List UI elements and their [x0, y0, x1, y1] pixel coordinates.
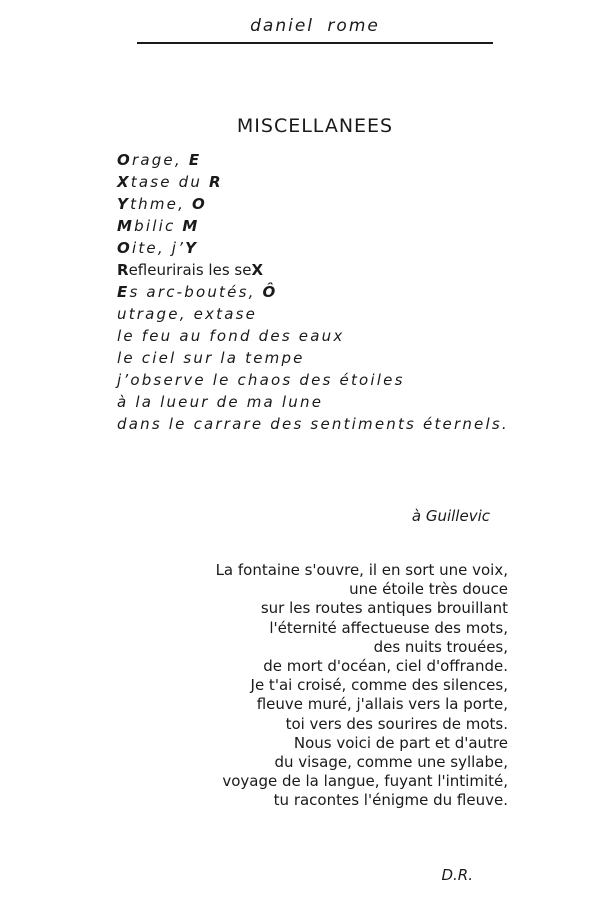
acrostic-poem [117, 149, 509, 435]
acrostic-final-letter: Y [185, 239, 199, 257]
poem-line: fleuve muré, j'allais vers la porte, [256, 695, 508, 714]
page-title: MISCELLANEES [236, 114, 394, 137]
acrostic-initial-letter: O [117, 239, 132, 257]
acrostic-line-text: le feu au fond des eaux [117, 327, 345, 345]
poem-line: tu racontes l'énigme du fleuve. [273, 791, 508, 810]
header-rule [137, 42, 493, 44]
poem-line: du visage, comme une syllabe, [274, 752, 508, 771]
acrostic-initial-letter: E [117, 283, 130, 301]
acrostic-line [117, 215, 509, 237]
acrostic-line [117, 303, 509, 325]
acrostic-line-text: tase du [130, 173, 210, 191]
poem-line: La fontaine s'ouvre, il en sort une voix, [215, 561, 508, 579]
acrostic-line [117, 391, 509, 413]
acrostic-initial-letter: M [117, 217, 135, 235]
acrostic-line [117, 413, 509, 435]
poem-line: des nuits trouées, [373, 637, 508, 656]
acrostic-line-text: dans le carrare des sentiments éternels. [117, 415, 509, 433]
free-verse-poem [216, 561, 508, 810]
acrostic-line [117, 149, 509, 171]
acrostic-initial-letter: X [117, 173, 131, 191]
acrostic-line-text: j’observe le chaos des étoiles [117, 371, 405, 389]
poem-line: de mort d'océan, ciel d'offrande. [263, 656, 508, 675]
acrostic-final-letter: Ô [262, 283, 278, 301]
acrostic-initial-letter: Y [117, 195, 131, 213]
acrostic-line-text: rage, [131, 151, 189, 169]
acrostic-line [117, 237, 509, 259]
acrostic-line [117, 325, 509, 347]
acrostic-line [117, 369, 509, 391]
acrostic-line-text: utrage, extase [117, 305, 258, 323]
acrostic-line-text: bilic [134, 217, 183, 235]
acrostic-line-text: le ciel sur la tempe [117, 349, 305, 367]
acrostic-line-text: ite, j’ [131, 239, 186, 257]
acrostic-final-letter: X [251, 261, 264, 279]
poem-line: Je t'ai croisé, comme des silences, [250, 676, 508, 695]
poem-line: une étoile très douce [349, 580, 508, 599]
dedication: à Guillevic [411, 507, 490, 525]
acrostic-line [117, 171, 509, 193]
acrostic-line-text: s arc-boutés, [129, 283, 263, 301]
poem-line: voyage de la langue, fuyant l'intimité, [222, 772, 508, 791]
poem-line: Nous voici de part et d'autre [293, 733, 508, 752]
acrostic-final-letter: E [188, 151, 202, 169]
acrostic-initial-letter: R [117, 261, 129, 279]
acrostic-line [117, 259, 509, 281]
acrostic-line [117, 347, 509, 369]
acrostic-initial-letter: O [117, 151, 132, 169]
acrostic-line-text: efleurirais les se [128, 261, 252, 279]
poem-line: l'éternité affectueuse des mots, [269, 618, 508, 637]
acrostic-line [117, 193, 509, 215]
poem-line: sur les routes antiques brouillant [260, 599, 508, 618]
acrostic-line [117, 281, 509, 303]
poem-line: toi vers des sourires de mots. [285, 714, 508, 733]
running-head-author: daniel rome [250, 16, 380, 36]
acrostic-final-letter: O [192, 195, 207, 213]
signature: D.R. [441, 866, 473, 884]
acrostic-final-letter: M [182, 217, 200, 235]
acrostic-line-text: thme, [130, 195, 193, 213]
acrostic-line-text: à la lueur de ma lune [117, 393, 324, 411]
acrostic-final-letter: R [209, 173, 223, 191]
